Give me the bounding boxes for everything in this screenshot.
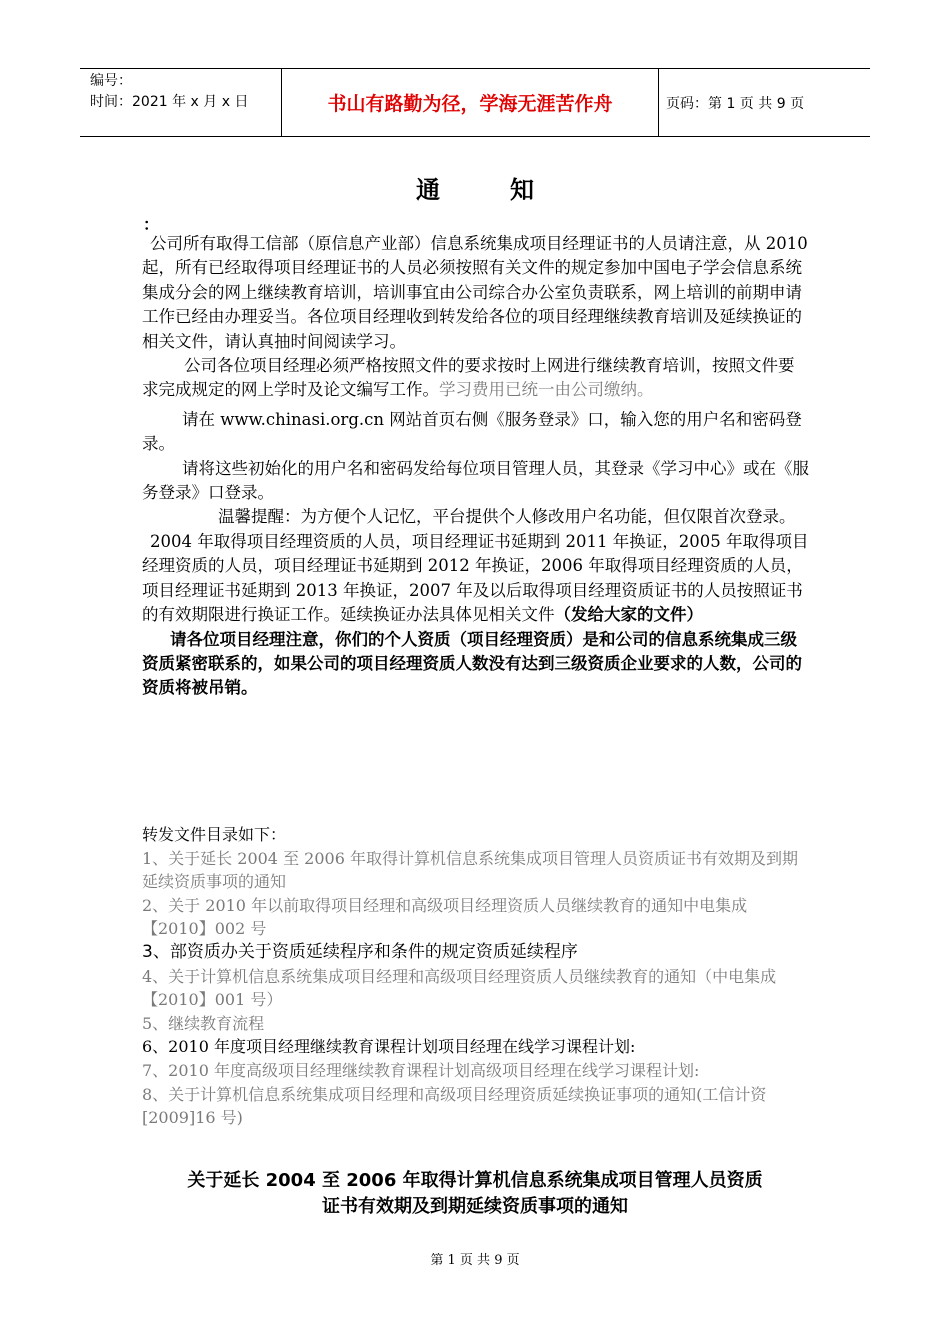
time-label: 时间：2021 年 x 月 x 日 [90,94,249,110]
paragraph-3: 请在 www.chinasi.org.cn 网站首页右侧《服务登录》口，输入您的用户名和密码登录。 [142,409,802,454]
list-item: 2、关于 2010 年以前取得项目经理和高级项目经理资质人员继续教育的通知中电集成【2010】002 号 [142,895,748,939]
next-section-title-line2: 证书有效期及到期延续资质事项的通知 [322,1196,628,1217]
list-heading: 转发文件目录如下： [142,825,287,844]
list-item: 4、关于计算机信息系统集成项目经理和高级项目经理资质人员继续教育的通知（中电集成【2010】001 号） [142,966,777,1010]
paragraph-6: 2004 年取得项目经理资质的人员，项目经理证书延期到 2011 年换证，2005 年取得项目经理资质的人员，项目经理证书延期到 2012 年换证，2006 年取得项目经理资质的人员，项目经理证书延期到 2013 年换证，2007 年及以后取得项目经理资质证书的人员按照证书的有效期限进行换证工作。延续换证办法具体见相关文件（发给大家的文件） [142,531,809,625]
list-item: 3、部资质办关于资质延续程序和条件的规定资质延续程序 [142,941,578,962]
list-item: 1、关于延长 2004 至 2006 年取得计算机信息系统集成项目管理人员资质证书有效期及到期延续资质事项的通知 [142,848,798,892]
paragraph-2: 公司各位项目经理必须严格按照文件的要求按时上网进行继续教育培训，按照文件要求完成规定的网上学时及论文编写工作。学习费用已统一由公司缴纳。 [142,356,795,400]
notice-body [142,232,810,701]
list-item: 5、继续教育流程 [142,1013,265,1033]
forwarded-files-list [142,823,810,1130]
salutation-colon: ： [143,215,160,234]
number-label: 编号： [90,73,132,89]
paragraph-2-gray: 学习费用已统一由公司缴纳。 [439,380,654,400]
next-section-title-line1: 关于延长 2004 至 2006 年取得计算机信息系统集成项目管理人员资质 [187,1170,763,1191]
header-page-info: 页码：第 1 页 共 9 页 [666,95,805,112]
paragraph-1: 公司所有取得工信部（原信息产业部）信息系统集成项目经理证书的人员请注意，从 2010 起，所有已经取得项目经理证书的人员必须按照有关文件的规定参加中国电子学会信息系统集成分会的网上继续教育培训，培训事宜由公司综合办公室负责联系，网上培训的前期申请工作已经由办理妥当。各位项目经理收到转发给各位的项目经理继续教育培训及延续换证的相关文件，请认真抽时间阅读学习。 [142,234,808,351]
list-item: 8、关于计算机信息系统集成项目经理和高级项目经理资质延续换证事项的通知(工信计资[2009]16 号) [142,1084,767,1128]
paragraph-5: 温馨提醒：为方便个人记忆，平台提供个人修改用户名功能，但仅限首次登录。 [218,507,796,527]
header-meta [80,69,280,136]
next-section-title [80,1168,870,1220]
paragraph-7: 请各位项目经理注意，你们的个人资质（项目经理资质）是和公司的信息系统集成三级资质紧密联系的，如果公司的项目经理资质人数没有达到三级资质企业要求的人数，公司的资质将被吊销。 [142,629,802,698]
header-table [80,68,870,137]
header-motto: 书山有路勤为径，学海无涯苦作舟 [281,69,659,136]
document-title: 通知 [416,176,604,204]
list-item: 7、2010 年度高级项目经理继续教育课程计划高级项目经理在线学习课程计划: [142,1060,700,1080]
paragraph-6-bold: （发给大家的文件） [554,605,703,625]
page-footer: 第 1 页 共 9 页 [430,1253,520,1268]
list-item: 6、2010 年度项目经理继续教育课程计划项目经理在线学习课程计划: [142,1037,636,1057]
paragraph-4: 请将这些初始化的用户名和密码发给每位项目管理人员，其登录《学习中心》或在《服务登录》口登录。 [142,458,809,503]
